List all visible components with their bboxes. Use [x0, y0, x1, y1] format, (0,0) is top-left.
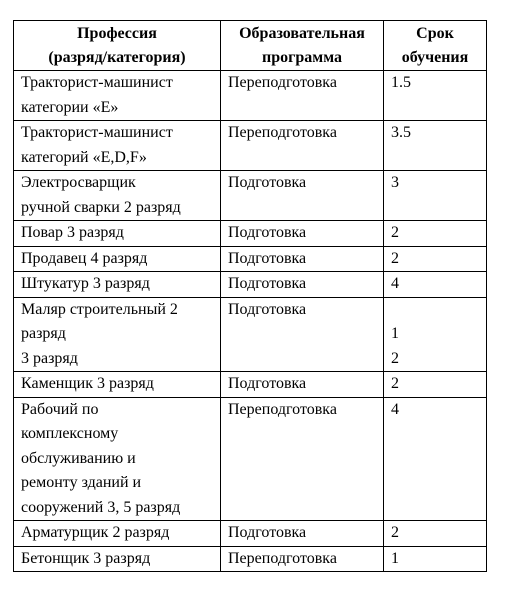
profession-cell [14, 272, 221, 298]
term-line: 3.5 [391, 124, 411, 141]
term-line: 4 [391, 400, 399, 418]
term-cell [384, 521, 487, 547]
profession-line: Тракторист-машинист [21, 124, 173, 141]
profession-line: Электросварщик [21, 174, 136, 191]
program-cell: Переподготовка [221, 546, 384, 572]
profession-cell [14, 372, 221, 398]
profession-line: Тракторист-машинист [21, 74, 173, 91]
profession-cell [14, 297, 221, 372]
term-cell [384, 71, 487, 121]
profession-line: сооружений 3, 5 разряд [21, 498, 181, 516]
table-row [14, 272, 487, 298]
program-cell: Переподготовка [221, 71, 384, 121]
header-term-line-2: обучения [401, 49, 469, 66]
profession-line: обслуживанию и [21, 449, 136, 467]
program-cell: Подготовка [221, 372, 384, 398]
term-cell [384, 221, 487, 247]
profession-cell [14, 71, 221, 121]
term-cell [384, 372, 487, 398]
program-cell: Подготовка [221, 272, 384, 298]
term-line: 2 [391, 375, 399, 392]
professions-table [13, 20, 487, 572]
term-cell [384, 121, 487, 171]
term-cell [384, 297, 487, 372]
profession-line: комплексному [21, 425, 119, 442]
header-profession-line-2: (разряд/категория) [48, 49, 186, 66]
profession-cell [14, 121, 221, 171]
table-row [14, 521, 487, 547]
program-cell: Подготовка [221, 171, 384, 221]
table-row [14, 546, 487, 572]
table-row [14, 297, 487, 372]
table-row [14, 71, 487, 121]
header-program-line-2: программа [262, 49, 342, 66]
term-cell [384, 246, 487, 272]
table-header [14, 21, 487, 71]
program-cell: Подготовка [221, 246, 384, 272]
profession-cell [14, 546, 221, 572]
term-cell [384, 546, 487, 572]
table-row [14, 171, 487, 221]
header-term [384, 21, 487, 71]
profession-cell [14, 397, 221, 521]
profession-line: Бетонщик 3 разряд [21, 549, 151, 567]
profession-line: ремонту зданий и [21, 474, 142, 491]
table-row [14, 121, 487, 171]
profession-line: Маляр строительный 2 [21, 300, 178, 318]
table-body [14, 71, 487, 572]
header-program-line-1: Образовательная [239, 25, 365, 42]
term-cell [384, 397, 487, 521]
term-line [391, 298, 480, 323]
header-row [14, 21, 487, 71]
profession-line: Рабочий по [21, 400, 99, 418]
term-line: 2 [391, 349, 399, 367]
profession-line: Каменщик 3 разряд [21, 375, 154, 392]
term-line: 1.5 [391, 74, 411, 91]
profession-line: Штукатур 3 разряд [21, 275, 150, 292]
term-line: 2 [391, 249, 399, 267]
profession-line: Продавец 4 разряд [21, 249, 148, 267]
profession-line: категории «Е» [21, 98, 119, 116]
program-cell: Подготовка [221, 221, 384, 247]
profession-cell [14, 221, 221, 247]
term-cell [384, 272, 487, 298]
term-line: 1 [391, 325, 399, 342]
program-cell: Переподготовка [221, 121, 384, 171]
header-profession-line-1: Профессия [77, 25, 157, 42]
table-row [14, 246, 487, 272]
header-profession [14, 21, 221, 71]
profession-line: категорий «E,D,F» [21, 148, 147, 166]
term-line: 4 [391, 275, 399, 292]
program-cell: Подготовка [221, 297, 384, 372]
profession-cell [14, 171, 221, 221]
profession-line: Повар 3 разряд [21, 224, 124, 241]
term-line: 2 [391, 224, 399, 241]
header-program [221, 21, 384, 71]
profession-line: разряд [21, 325, 66, 342]
table-row [14, 372, 487, 398]
profession-cell [14, 521, 221, 547]
term-line: 2 [391, 524, 399, 541]
header-term-line-1: Срок [416, 25, 454, 42]
profession-cell [14, 246, 221, 272]
profession-line: Арматурщик 2 разряд [21, 524, 170, 541]
term-cell [384, 171, 487, 221]
program-cell: Подготовка [221, 521, 384, 547]
program-cell: Переподготовка [221, 397, 384, 521]
term-line: 3 [391, 174, 399, 191]
profession-line: ручной сварки 2 разряд [21, 198, 181, 216]
profession-line: 3 разряд [21, 349, 78, 367]
table-row [14, 397, 487, 521]
term-line: 1 [391, 549, 399, 567]
table-row [14, 221, 487, 247]
